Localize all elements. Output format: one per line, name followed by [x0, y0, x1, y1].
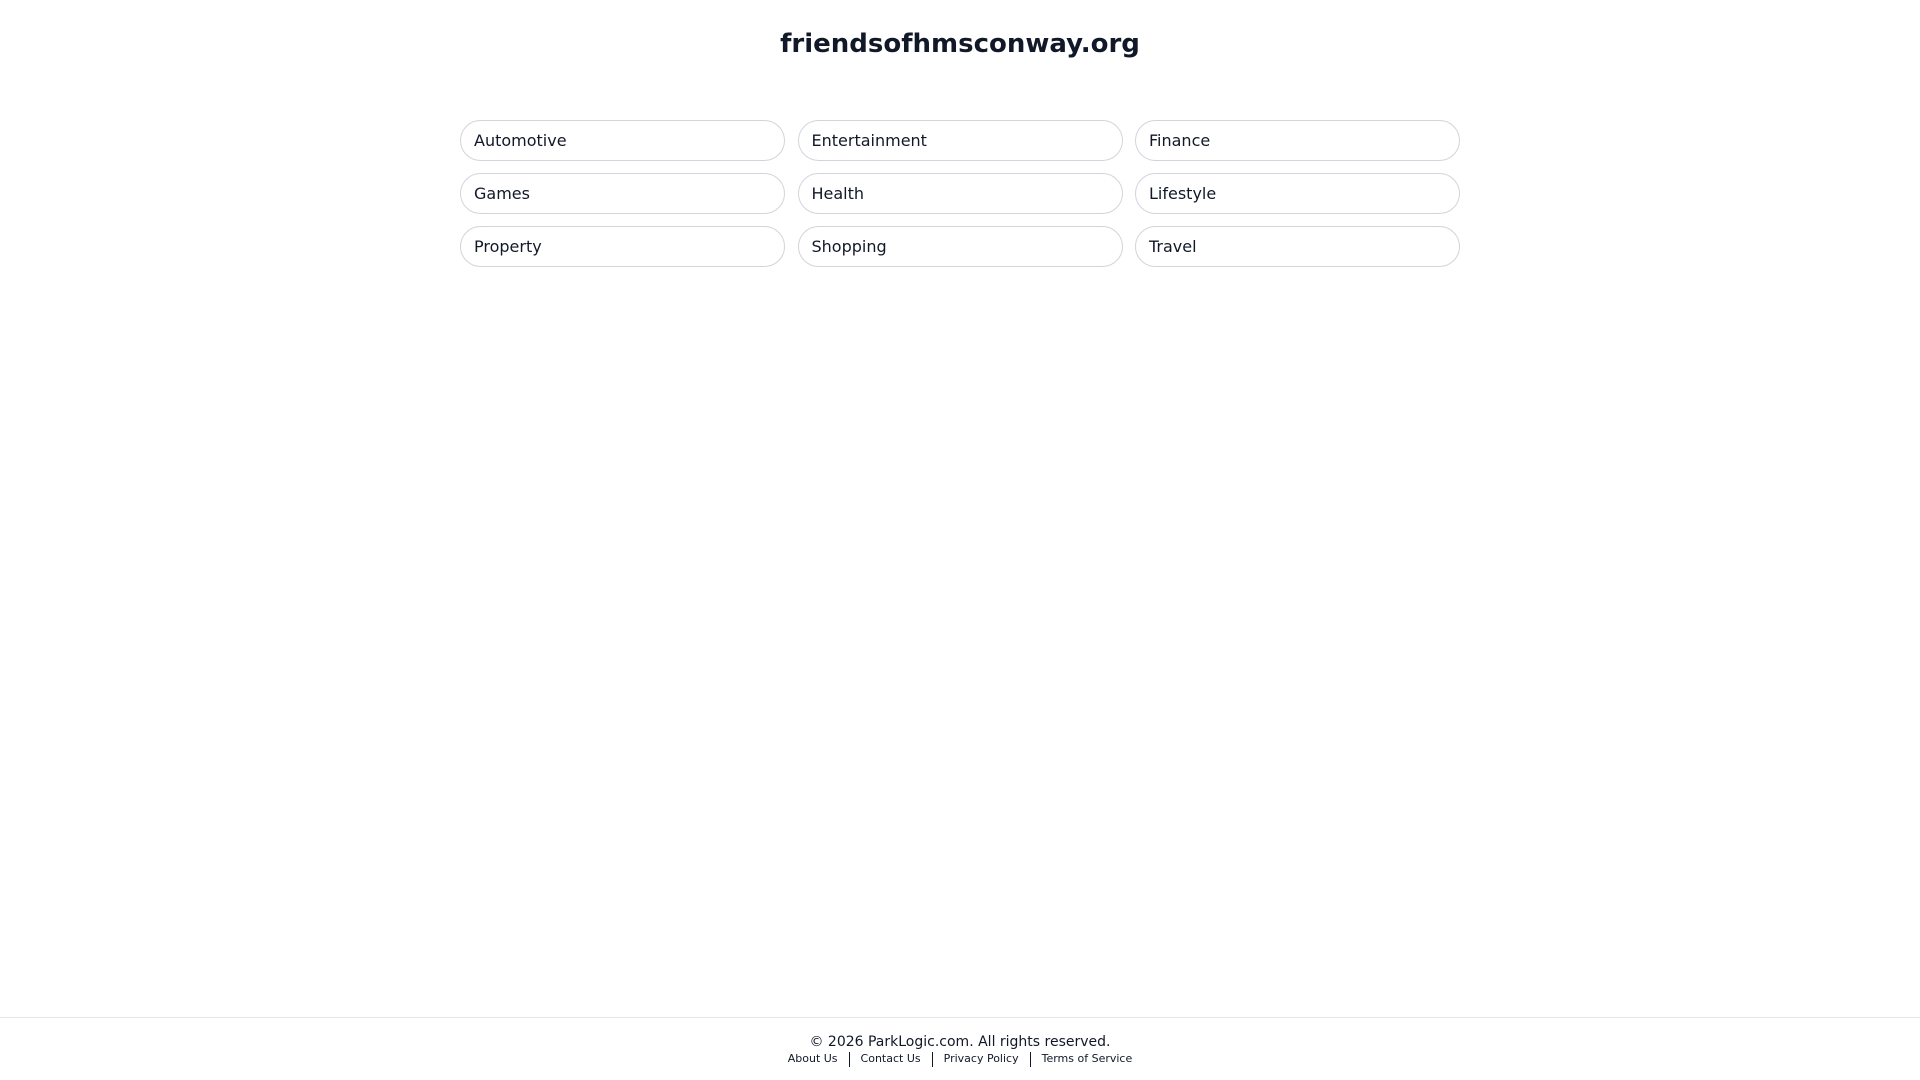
category-link-games[interactable]: Games	[460, 173, 785, 214]
category-link-lifestyle[interactable]: Lifestyle	[1135, 173, 1460, 214]
footer-link-contact-us[interactable]: Contact Us	[860, 1052, 921, 1065]
category-grid	[460, 120, 1460, 267]
category-link-entertainment[interactable]: Entertainment	[798, 120, 1123, 161]
category-link-automotive[interactable]: Automotive	[460, 120, 785, 161]
category-link-health[interactable]: Health	[798, 173, 1123, 214]
footer-links	[0, 1051, 1920, 1067]
footer-link-about-us[interactable]: About Us	[787, 1052, 838, 1065]
category-link-finance[interactable]: Finance	[1135, 120, 1460, 161]
category-link-property[interactable]: Property	[460, 226, 785, 267]
site-title: friendsofhmsconway.org	[780, 29, 1140, 59]
footer	[0, 1017, 1920, 1080]
footer-divider	[849, 1052, 850, 1067]
footer-link-privacy-policy[interactable]: Privacy Policy	[943, 1052, 1019, 1065]
footer-link-terms-of-service[interactable]: Terms of Service	[1041, 1052, 1133, 1065]
category-link-shopping[interactable]: Shopping	[798, 226, 1123, 267]
footer-divider	[932, 1052, 933, 1067]
copyright-text: © 2026 ParkLogic.com. All rights reserved.	[809, 1034, 1111, 1050]
footer-divider	[1030, 1052, 1031, 1067]
category-link-travel[interactable]: Travel	[1135, 226, 1460, 267]
